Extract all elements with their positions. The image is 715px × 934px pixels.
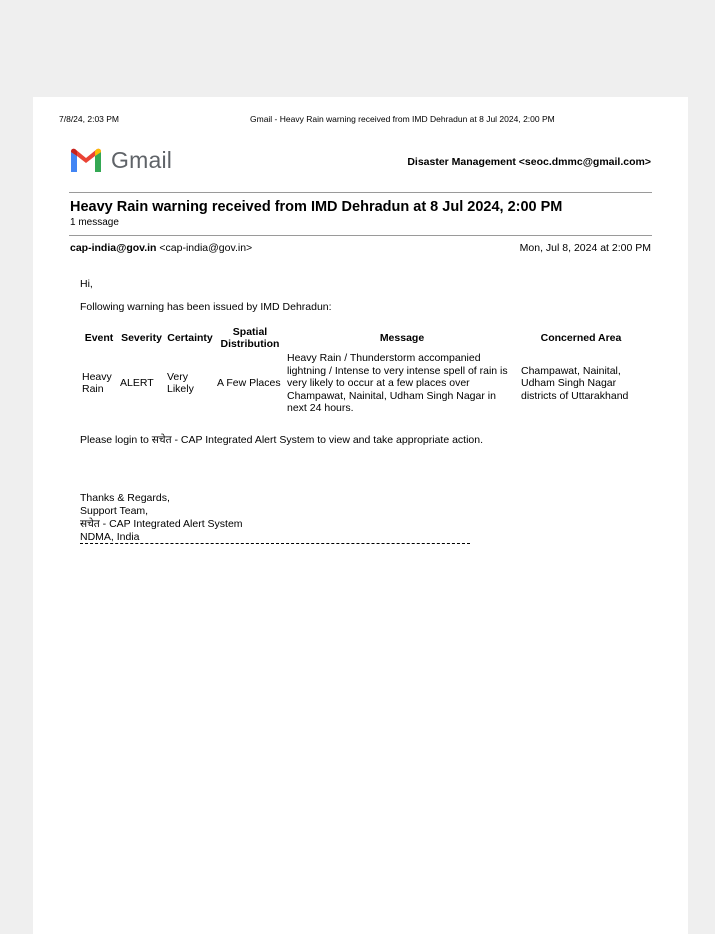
sent-date: Mon, Jul 8, 2024 at 2:00 PM [519, 242, 651, 254]
divider [69, 235, 652, 236]
signature-line: NDMA, India [80, 531, 140, 543]
account-name: Disaster Management <seoc.dmmc@gmail.com> [407, 156, 651, 168]
dashed-separator [80, 543, 470, 544]
table-row [80, 351, 643, 416]
header-certainty: Certainty [167, 332, 213, 344]
action-note: Please login to सचेत - CAP Integrated Alert System to view and take appropriate action. [80, 434, 484, 446]
cell-event: Heavy Rain [82, 370, 112, 396]
email-subject: Heavy Rain warning received from IMD Dehradun at 8 Jul 2024, 2:00 PM [70, 199, 563, 215]
sender-name: cap-india@gov.in [70, 242, 157, 254]
alert-table [80, 325, 643, 416]
greeting: Hi, [80, 278, 93, 290]
cell-severity: ALERT [120, 377, 154, 389]
cell-message: Heavy Rain / Thunderstorm accompanied lightning / Intense to very intense spell of rain is very likely to occur at a few places over Champawat, Nainital, Udham Singh Nagar in next 24 hours. [287, 352, 508, 414]
gmail-wordmark: Gmail [111, 146, 173, 173]
table-header-row [80, 325, 643, 351]
cell-spatial: A Few Places [217, 377, 281, 389]
sender-email: <cap-india@gov.in> [159, 242, 253, 254]
signature [80, 492, 243, 544]
print-datetime: 7/8/24, 2:03 PM [59, 114, 120, 124]
intro-text: Following warning has been issued by IMD Dehradun: [80, 301, 332, 313]
header-concerned-area: Concerned Area [540, 332, 622, 344]
cell-certainty: Very Likely [167, 370, 194, 396]
header-severity: Severity [121, 332, 162, 344]
gmail-logo [69, 146, 172, 174]
signature-line: Support Team, [80, 505, 149, 517]
print-title: Gmail - Heavy Rain warning received from IMD Dehradun at 8 Jul 2024, 2:00 PM [250, 114, 555, 124]
printed-page [33, 97, 688, 934]
cell-area: Champawat, Nainital, Udham Singh Nagar districts of Uttarakhand [521, 364, 629, 402]
sender [70, 242, 252, 254]
header-spatial-distribution: Spatial Distribution [220, 326, 280, 350]
gmail-m-icon [69, 147, 103, 173]
header-event: Event [84, 332, 114, 344]
print-header [59, 114, 662, 128]
divider [69, 192, 652, 193]
signature-line: Thanks & Regards, [80, 492, 170, 504]
signature-line: सचेत - CAP Integrated Alert System [80, 518, 243, 530]
message-count: 1 message [70, 217, 119, 228]
header-message: Message [379, 332, 425, 344]
